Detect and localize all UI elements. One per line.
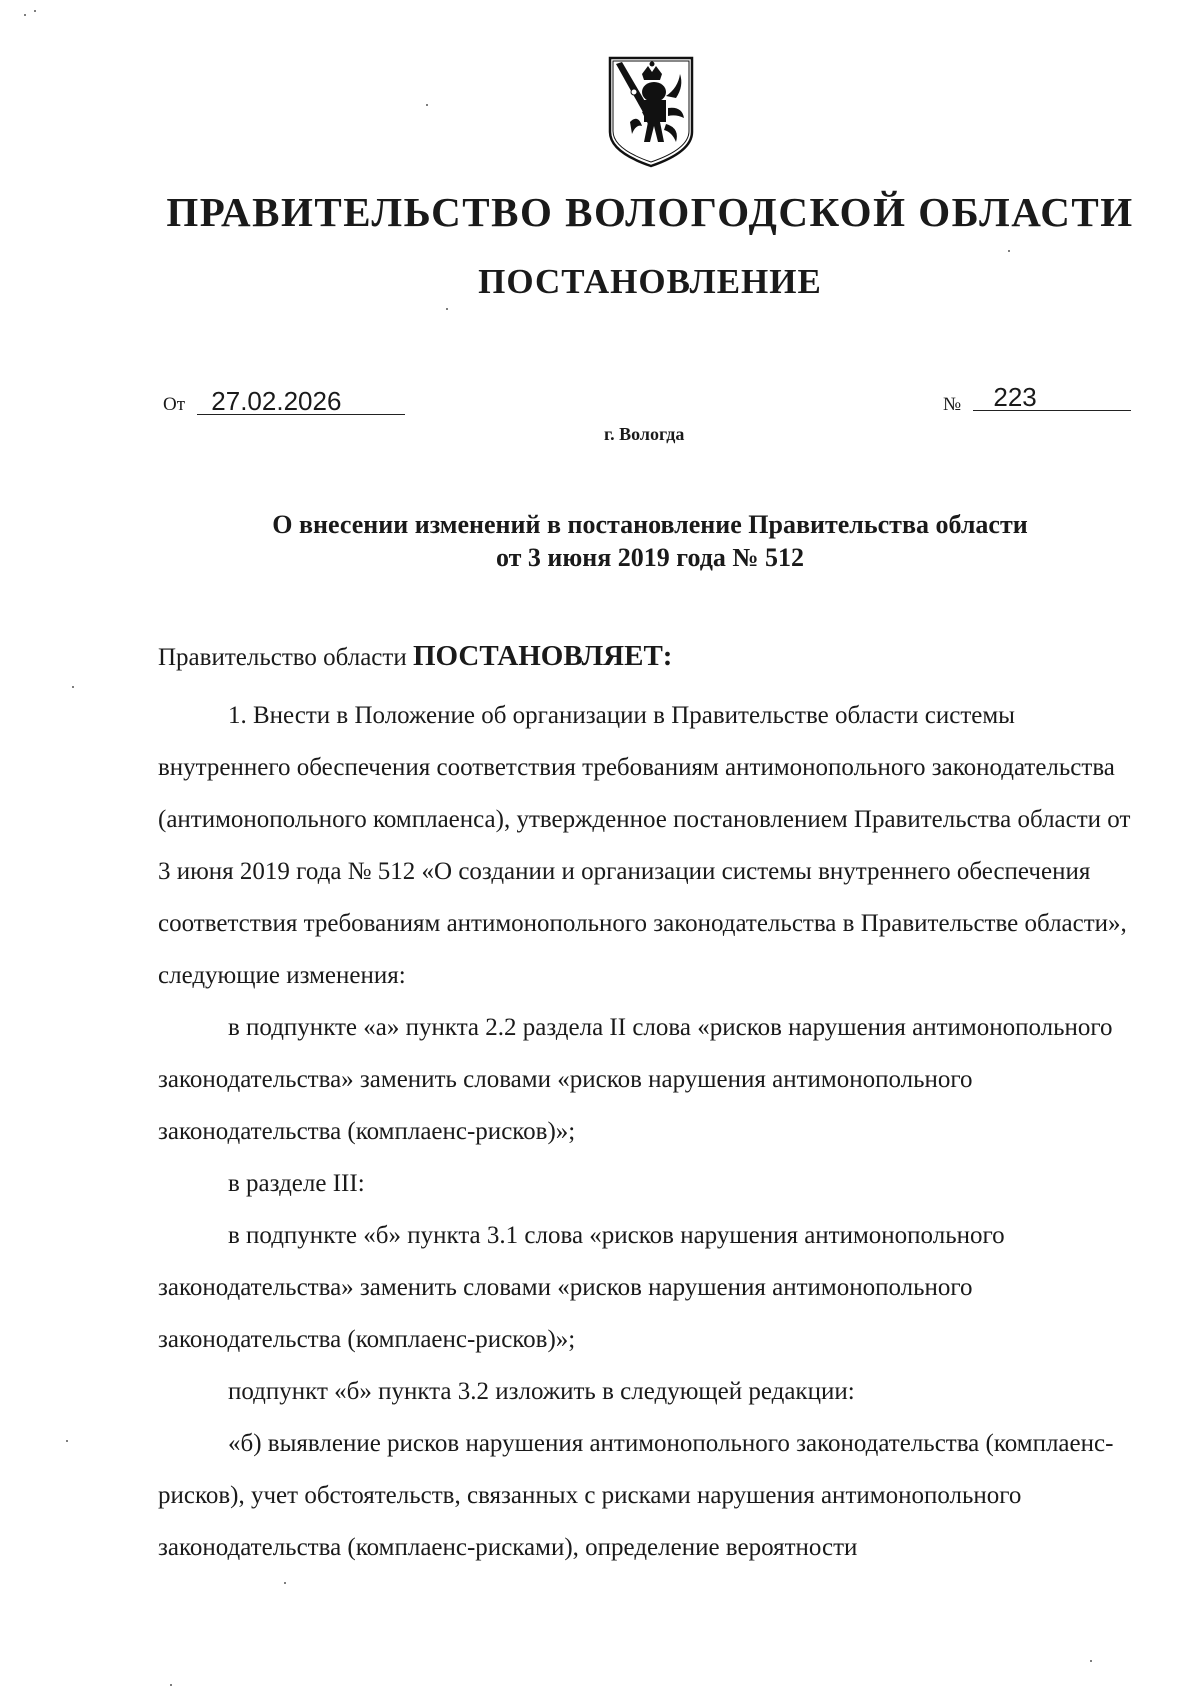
number-value: 223	[973, 384, 1131, 411]
paragraph-3: в разделе III:	[228, 1170, 365, 1197]
date-row	[163, 388, 405, 420]
organization-title: ПРАВИТЕЛЬСТВО ВОЛОГОДСКОЙ ОБЛАСТИ	[166, 189, 1134, 235]
decision-intro	[158, 630, 1144, 684]
document-type: ПОСТАНОВЛЕНИЕ	[478, 262, 822, 301]
document-body	[158, 630, 1144, 1574]
date-label: От	[163, 394, 186, 415]
scan-speck	[34, 10, 36, 12]
scan-speck	[72, 686, 74, 688]
scan-speck	[170, 1684, 172, 1686]
paragraph-6: «б) выявление рисков нарушения антимонопольного законодательства (комплаенс-рисков), учет обстоятельств, связанных с рисками нарушения антимонопольного законодательства (комплаенс-рисками), определение вероятности	[158, 1430, 1114, 1561]
paragraph-2: в подпункте «а» пункта 2.2 раздела II слова «рисков нарушения антимонопольного законодательства» заменить словами «рисков нарушения антимонопольного законодательства (комплаенс-рисков)»;	[158, 1014, 1113, 1145]
intro-text: Правительство области	[158, 644, 413, 671]
scan-speck	[1008, 250, 1010, 252]
decides-heading: ПОСТАНОВЛЯЕТ:	[412, 640, 673, 672]
paragraph-5: подпункт «б» пункта 3.2 изложить в следующей редакции:	[228, 1378, 855, 1405]
number-row	[943, 382, 1131, 420]
paragraph-4: в подпункте «б» пункта 3.1 слова «рисков нарушения антимонопольного законодательства» заменить словами «рисков нарушения антимонопольного законодательства (комплаенс-рисков)»;	[158, 1222, 1005, 1353]
subject-line-2: от 3 июня 2019 года № 512	[495, 543, 804, 572]
paragraph-1: 1. Внести в Положение об организации в Правительстве области системы внутреннего обеспечения соответствия требованиям антимонопольного законодательства (антимонопольного комплаенса), утвержденное постановлением Правительства области от 3 июня 2019 года № 512 «О создании и организации системы внутреннего обеспечения соответствия требованиям антимонопольного законодательства в Правительстве области», следующие изменения:	[158, 702, 1131, 989]
document-subject	[160, 508, 1140, 574]
scan-speck	[284, 1582, 286, 1584]
scan-speck	[66, 1440, 68, 1442]
city: г. Вологда	[604, 424, 685, 444]
scan-speck	[446, 308, 448, 310]
number-label: №	[943, 394, 962, 415]
scan-speck	[1090, 1660, 1092, 1662]
scan-speck	[24, 14, 26, 16]
subject-line-1: О внесении изменений в постановление Правительства области	[272, 510, 1028, 539]
date-value: 27.02.2026	[197, 388, 405, 415]
coat-of-arms-icon	[604, 52, 698, 170]
scan-speck	[426, 104, 428, 106]
